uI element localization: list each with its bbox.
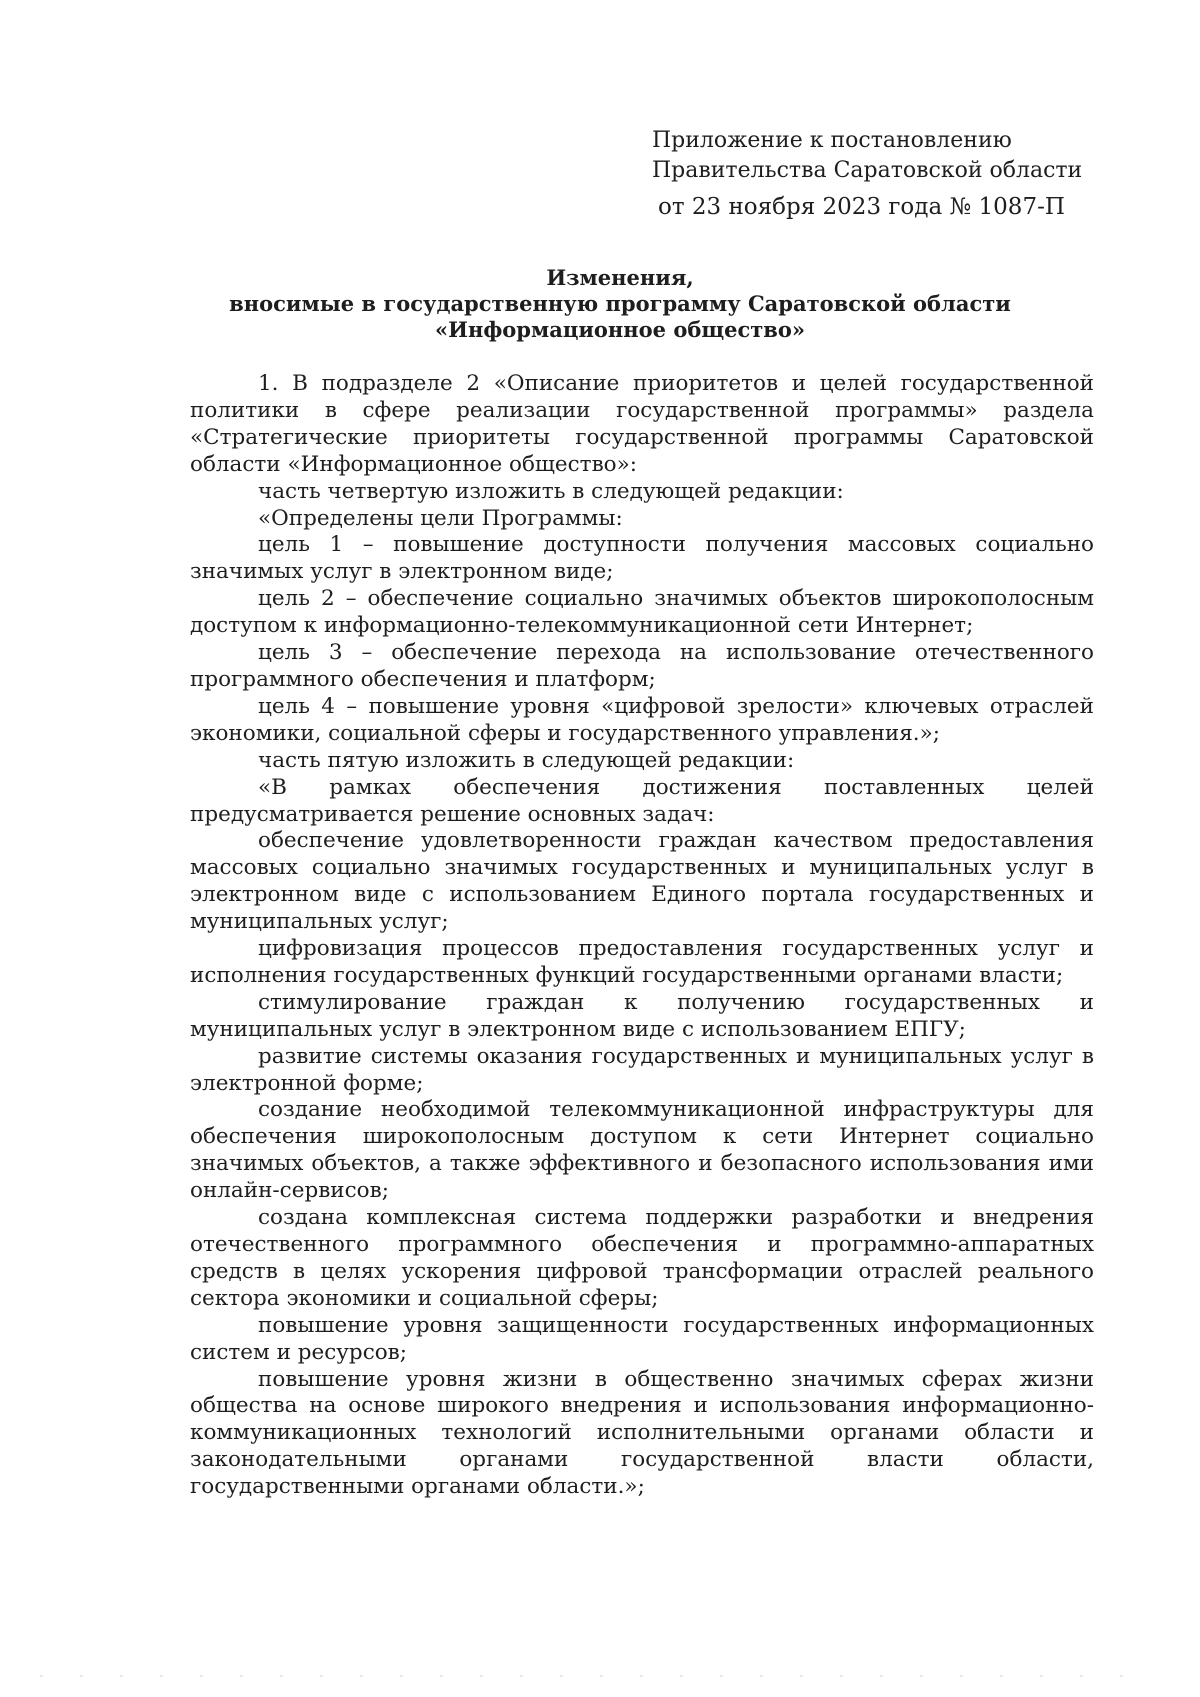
appendix-header-line-1: Приложение к постановлению bbox=[652, 128, 1012, 153]
paragraph: создана комплексная система поддержки разработки и внедрения отечественного программного обеспечения и программно-аппаратных средств в целях ускорения цифровой трансформации отраслей реального сектора экономики и социальной сферы; bbox=[190, 1205, 1094, 1311]
paragraph: цель 3 – обеспечение перехода на использование отечественного программного обеспечения и платформ; bbox=[190, 640, 1094, 692]
scan-edge-artifact bbox=[40, 1675, 1160, 1677]
appendix-header-date: от 23 ноября 2023 года № 1087-П bbox=[658, 194, 1065, 220]
paragraph: стимулирование граждан к получению государственных и муниципальных услуг в электронном виде с использованием ЕПГУ; bbox=[190, 989, 1094, 1042]
appendix-header bbox=[652, 126, 1112, 222]
document-title bbox=[160, 265, 1080, 343]
document-body bbox=[190, 371, 1094, 1501]
paragraph: часть четвертую изложить в следующей редакции: bbox=[258, 478, 844, 504]
paragraph: цифровизация процессов предоставления государственных услуг и исполнения государственных функций государственными органами власти; bbox=[190, 936, 1094, 988]
paragraph: цель 4 – повышение уровня «цифровой зрелости» ключевых отраслей экономики, социальной сферы и государственного управления.»; bbox=[190, 693, 1094, 746]
paragraph: создание необходимой телекоммуникационной инфраструктуры для обеспечения широкополосным доступом к сети Интернет социально значимых объектов, а также эффективного и безопасного использования ими онлайн-сервисов; bbox=[190, 1097, 1094, 1204]
paragraph: «В рамках обеспечения достижения поставленных целей предусматривается решение основных задач: bbox=[190, 774, 1094, 827]
paragraph: обеспечение удовлетворенности граждан качеством предоставления массовых социально значимых государственных и муниципальных услуг в электронном виде с использованием Единого портала государственных и муниципальных услуг; bbox=[190, 828, 1094, 935]
paragraph: 1. В подразделе 2 «Описание приоритетов и целей государственной политики в сфере реализации государственной программы» раздела «Стратегические приоритеты государственной программы Саратовской области «Информационное общество»: bbox=[190, 371, 1094, 477]
paragraph: часть пятую изложить в следующей редакции: bbox=[258, 747, 795, 773]
appendix-header-line-2: Правительства Саратовской области bbox=[652, 158, 1083, 183]
paragraph: развитие системы оказания государственных и муниципальных услуг в электронной форме; bbox=[190, 1043, 1094, 1096]
paragraph: «Определены цели Программы: bbox=[258, 505, 623, 531]
title-line-3: «Информационное общество» bbox=[435, 317, 805, 342]
paragraph: повышение уровня жизни в общественно значимых сферах жизни общества на основе широкого внедрения и использования информационно-коммуникационных технологий исполнительными органами области и законодательными органами государственной власти области, государственными органами области.»; bbox=[190, 1366, 1094, 1500]
title-line-1: Изменения, bbox=[546, 265, 694, 290]
title-line-2: вносимые в государственную программу Саратовской области bbox=[229, 291, 1011, 316]
paragraph: повышение уровня защищенности государственных информационных систем и ресурсов; bbox=[190, 1312, 1094, 1365]
paragraph: цель 1 – повышение доступности получения массовых социально значимых услуг в электронном виде; bbox=[190, 532, 1094, 585]
paragraph: цель 2 – обеспечение социально значимых объектов широкополосным доступом к информационно-телекоммуникационной сети Интернет; bbox=[190, 586, 1094, 639]
